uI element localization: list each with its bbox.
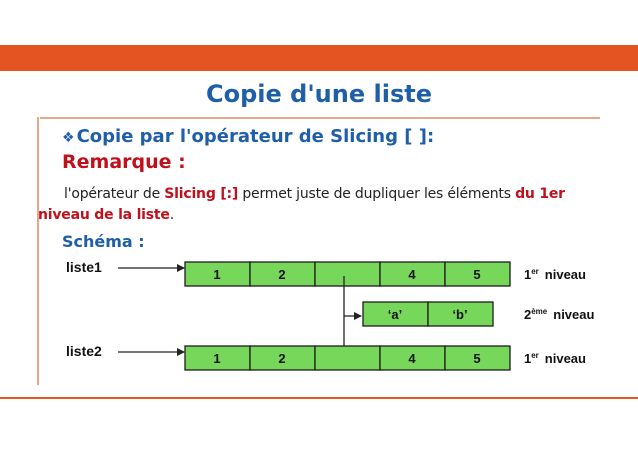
list2-cell-text: 1: [213, 351, 221, 366]
diamond-bullet-icon: ❖: [62, 130, 75, 146]
remark-label: Remarque :: [62, 151, 186, 173]
nested-cell-text: ‘b’: [452, 307, 468, 322]
list2-cell-text: 5: [473, 351, 481, 366]
list2-cell: [315, 346, 380, 370]
para-highlight-slicing: Slicing [:]: [164, 186, 239, 202]
schema-label: Schéma :: [62, 232, 145, 251]
para-highlight-level-a: du 1er: [515, 186, 565, 202]
para-text-2: permet juste de dupliquer les éléments: [238, 186, 516, 202]
para-text-3: .: [169, 207, 174, 223]
list1-cell-text: 2: [278, 267, 286, 282]
list2-label: liste2: [66, 343, 102, 359]
list2-cell-text: 2: [278, 351, 286, 366]
para-highlight-level-b: niveau de la liste: [38, 207, 170, 223]
list2-cell-text: 4: [408, 351, 416, 366]
list2-cells: [185, 346, 510, 370]
para-text-1: l'opérateur de: [64, 186, 165, 202]
list1-cell-text: 5: [473, 267, 481, 282]
list1-label: liste1: [66, 259, 102, 275]
nested-list-cells: [363, 302, 493, 326]
level1-top-label: 1er niveau: [524, 267, 586, 282]
list1-cell-text: 1: [213, 267, 221, 282]
list1-cells: [185, 262, 510, 286]
slide-title: Copie d'une liste: [206, 80, 432, 108]
list1-cell: [315, 262, 380, 286]
nested-cell-text: ‘a’: [387, 307, 403, 322]
section-heading-text: Copie par l'opérateur de Slicing [ ]:: [76, 126, 435, 147]
level1-bottom-label: 1er niveau: [524, 351, 586, 366]
list1-cell-text: 4: [408, 267, 416, 282]
level2-label: 2ème niveau: [524, 307, 595, 322]
bottom-accent-line: [0, 397, 638, 399]
